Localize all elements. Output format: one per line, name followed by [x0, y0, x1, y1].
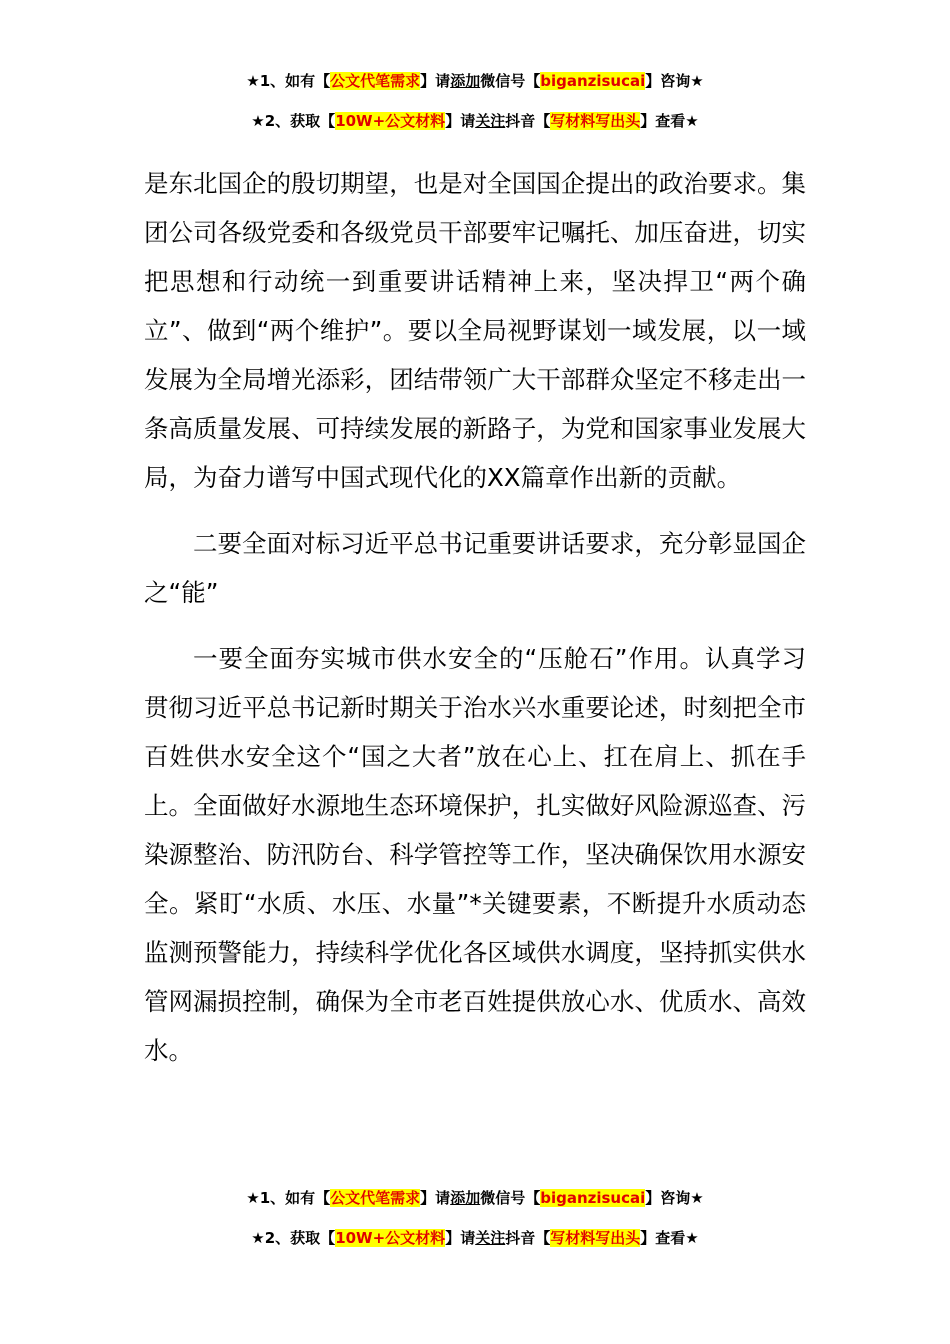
promo-text: 抖音【: [505, 112, 551, 130]
promo-text: 抖音【: [505, 1229, 551, 1247]
promo-suffix: 】咨询★: [645, 1189, 704, 1207]
promo-suffix: 】查看★: [640, 1229, 699, 1247]
promo-highlight: 写材料写出头: [550, 112, 641, 130]
promo-text: 】请: [445, 1229, 476, 1247]
footer-promo-line-2: [0, 1227, 950, 1249]
promo-text: 】请: [445, 112, 476, 130]
promo-text: 】请: [420, 1189, 451, 1207]
promo-suffix: 】咨询★: [645, 72, 704, 90]
document-body: [144, 159, 806, 1075]
section-heading: 二要全面对标习近平总书记重要讲话要求，充分彰显国企之“能”: [144, 529, 806, 607]
promo-highlight: 公文代笔需求: [330, 1189, 421, 1207]
promo-highlight: biganzisucai: [540, 72, 646, 90]
promo-text: 微信号【: [480, 72, 541, 90]
promo-highlight: biganzisucai: [540, 1189, 646, 1207]
body-paragraph: 一要全面夯实城市供水安全的“压舱石”作用。认真学习贯彻习近平总书记新时期关于治水兴水重要论述，时刻把全市百姓供水安全这个“国之大者”放在心上、扛在肩上、抓在手上。全面做好水源地生态环境保护，扎实做好风险源巡查、污染源整治、防汛防台、科学管控等工作，坚决确保饮用水源安全。紧盯“水质、水压、水量”*关键要素，不断提升水质动态监测预警能力，持续科学优化各区域供水调度，坚持抓实供水管网漏损控制，确保为全市老百姓提供放心水、优质水、高效水。: [144, 644, 806, 1065]
promo-highlight: 写材料写出头: [550, 1229, 641, 1247]
promo-prefix: ★1、如有【: [246, 72, 331, 90]
promo-prefix: ★1、如有【: [246, 1189, 331, 1207]
promo-underlined: 关注: [475, 1229, 506, 1247]
promo-suffix: 】查看★: [640, 112, 699, 130]
promo-highlight: 10W+公文材料: [335, 1229, 446, 1247]
body-paragraph: 是东北国企的殷切期望，也是对全国国企提出的政治要求。集团公司各级党委和各级党员干部要牢记嘱托、加压奋进，切实把思想和行动统一到重要讲话精神上来，坚决捍卫“两个确立”、做到“两个维护”。要以全局视野谋划一域发展，以一域发展为全局增光添彩，团结带领广大干部群众坚定不移走出一条高质量发展、可持续发展的新路子，为党和国家事业发展大局，为奋力谱写中国式现代化的XX篇章作出新的贡献。: [144, 169, 806, 492]
header-promo-line-2: [0, 110, 950, 132]
promo-highlight: 10W+公文材料: [335, 112, 446, 130]
promo-prefix: ★2、获取【: [251, 112, 336, 130]
promo-underlined: 添加: [450, 72, 481, 90]
promo-underlined: 关注: [475, 112, 506, 130]
promo-text: 】请: [420, 72, 451, 90]
promo-text: 微信号【: [480, 1189, 541, 1207]
promo-highlight: 公文代笔需求: [330, 72, 421, 90]
header-promo-line-1: [0, 70, 950, 92]
footer-promo-line-1: [0, 1187, 950, 1209]
promo-prefix: ★2、获取【: [251, 1229, 336, 1247]
promo-underlined: 添加: [450, 1189, 481, 1207]
